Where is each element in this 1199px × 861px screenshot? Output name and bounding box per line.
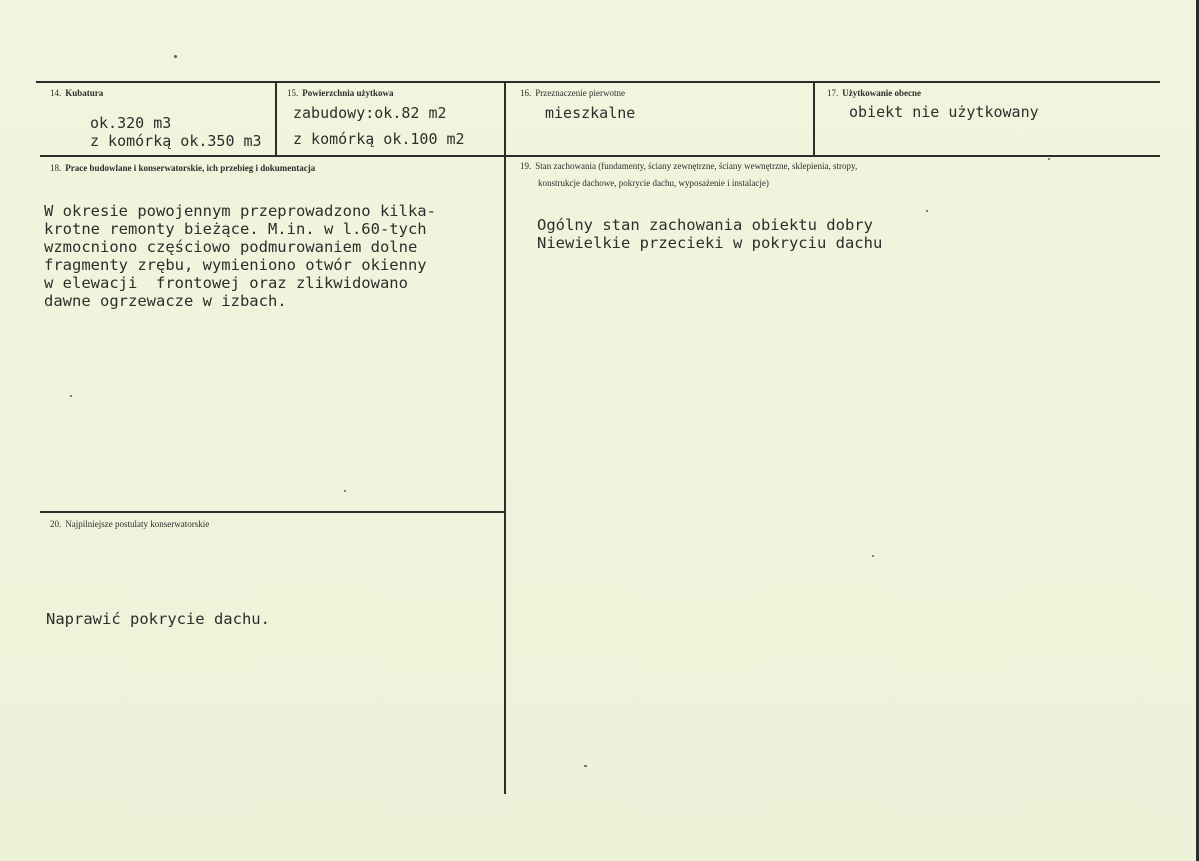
field-16-label — [520, 87, 625, 99]
field-14-label — [50, 87, 103, 99]
col-divider-16-17 — [813, 82, 815, 156]
field-14-value-line-2: z komórką ok.350 m3 — [90, 132, 262, 150]
field-16-title: Przeznaczenie pierwotne — [535, 88, 625, 98]
scan-speck — [584, 765, 587, 767]
field-17-title: Użytkowanie obecne — [842, 88, 921, 98]
field-20-number: 20. — [50, 519, 62, 529]
col-divider-14-15 — [275, 82, 277, 156]
top-rule — [36, 81, 1160, 83]
field-17-label — [827, 87, 921, 99]
field-16-number: 16. — [520, 88, 532, 98]
field-20-text: Naprawić pokrycie dachu. — [46, 610, 270, 628]
field-15-title: Powierzchnia użytkowa — [302, 88, 394, 98]
field-15-label — [287, 87, 394, 99]
field-15-number: 15. — [287, 88, 299, 98]
field-19-text: Ogólny stan zachowania obiektu dobry Niewielkie przecieki w pokryciu dachu — [537, 216, 883, 252]
col-divider-15-16 — [504, 82, 506, 794]
field-18-text: W okresie powojennym przeprowadzono kilka- krotne remonty bieżące. M.in. w l.60-tych wzmocniono częściowo podmurowaniem dolne fragmenty zrębu, wymieniono otwór okienny w elewacji frontowej oraz zlikwidowano dawne ogrzewacze w izbach. — [44, 202, 436, 310]
field-19-number: 19. — [520, 161, 532, 171]
scan-speck — [872, 555, 874, 557]
field-19-label-line-2: konstrukcje dachowe, pokrycie dachu, wyposażenie i instalacje) — [538, 178, 769, 188]
scan-speck — [174, 55, 177, 58]
field-18-title: Prace budowlane i konserwatorskie, ich przebieg i dokumentacja — [65, 163, 316, 173]
field-15-value-line-2: z komórką ok.100 m2 — [293, 130, 465, 148]
field-20-title: Najpilniejsze postulaty konserwatorskie — [65, 519, 210, 529]
field-17-number: 17. — [827, 88, 839, 98]
field-18-number: 18. — [50, 163, 62, 173]
left-column-divider-rule — [40, 511, 504, 513]
scan-speck — [1048, 158, 1050, 160]
field-14-number: 14. — [50, 88, 62, 98]
field-14-value-line-1: ok.320 m3 — [90, 114, 172, 132]
scan-speck — [926, 210, 928, 212]
scan-speck — [344, 490, 346, 492]
field-16-value: mieszkalne — [545, 104, 636, 122]
field-15-value-line-1: zabudowy:ok.82 m2 — [293, 104, 447, 122]
field-17-value: obiekt nie użytkowany — [849, 103, 1039, 121]
scan-speck — [70, 395, 72, 397]
field-20-label — [50, 518, 209, 530]
field-19-title-1: Stan zachowania (fundamenty, ściany zewnętrzne, ściany wewnętrzne, sklepienia, stropy, — [535, 161, 858, 171]
field-18-label — [50, 162, 315, 174]
field-19-label-line-1 — [520, 160, 857, 172]
header-row-bottom-rule — [40, 155, 1160, 157]
field-14-title: Kubatura — [65, 88, 104, 98]
